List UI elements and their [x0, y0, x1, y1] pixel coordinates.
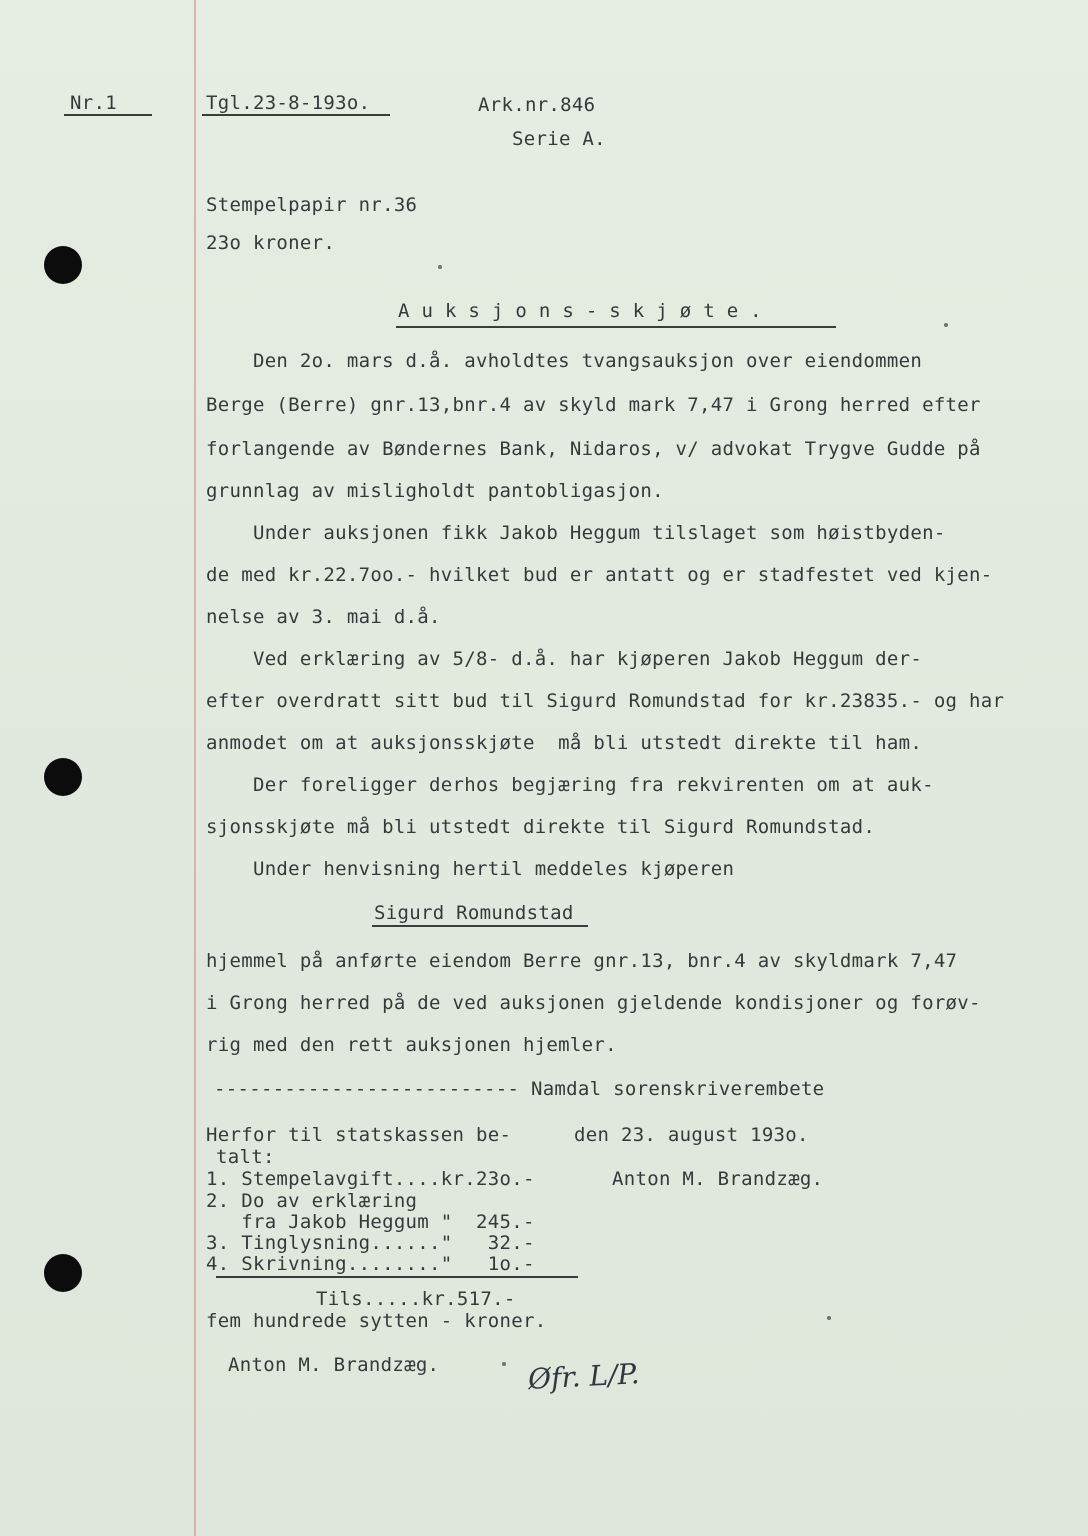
- underline: [64, 114, 152, 116]
- fee-total-words: fem hundrede sytten - kroner.: [206, 1310, 547, 1332]
- body-line: de med kr.22.7oo.- hvilket bud er antatt og er stadfestet ved kjen-: [206, 564, 993, 586]
- body-line: grunnlag av misligholdt pantobligasjon.: [206, 480, 664, 502]
- underline: [372, 925, 588, 927]
- body-line: Under henvisning hertil meddeles kjøperen: [206, 858, 735, 880]
- fee-item: 2. Do av erklæring: [206, 1190, 418, 1212]
- fee-item: 4. Skrivning........" 1o.-: [206, 1253, 535, 1275]
- body-line: anmodet om at auksjonsskjøte må bli utstedt direkte til ham.: [206, 732, 923, 754]
- body-line: Der foreligger derhos begjæring fra rekvirenten om at auk-: [206, 774, 934, 796]
- fee-total: Tils.....kr.517.-: [316, 1288, 516, 1310]
- office-line: -------------------------- Namdal sorenskriverembete: [214, 1078, 825, 1100]
- body-line: i Grong herred på de ved auksjonen gjeldende kondisjoner og forøv-: [206, 992, 981, 1014]
- registration-date: Tgl.23-8-193o.: [206, 92, 371, 114]
- body-line: hjemmel på anførte eiendom Berre gnr.13, bnr.4 av skyldmark 7,47: [206, 950, 958, 972]
- ink-dot: [502, 1362, 506, 1366]
- series: Serie A.: [512, 128, 606, 150]
- red-margin-line: [194, 0, 196, 1536]
- body-line: Under auksjonen fikk Jakob Heggum tilslaget som høistbyden-: [206, 522, 946, 544]
- buyer-name: Sigurd Romundstad: [374, 902, 574, 924]
- body-line: nelse av 3. mai d.å.: [206, 606, 441, 628]
- ink-dot: [438, 265, 442, 269]
- fees-intro: talt:: [216, 1146, 275, 1168]
- ink-dot: [944, 323, 948, 327]
- fee-item: 1. Stempelavgift....kr.23o.-: [206, 1168, 535, 1190]
- signer-name: Anton M. Brandzæg.: [228, 1354, 440, 1376]
- body-line: sjonsskjøte må bli utstedt direkte til Sigurd Romundstad.: [206, 816, 876, 838]
- body-line: forlangende av Bøndernes Bank, Nidaros, v/ advokat Trygve Gudde på: [206, 438, 981, 460]
- fees-intro: Herfor til statskassen be-: [206, 1124, 512, 1146]
- stamp-value: 23o kroner.: [206, 232, 336, 254]
- total-rule: [216, 1276, 578, 1278]
- body-line: efter overdratt sitt bud til Sigurd Romundstad for kr.23835.- og har: [206, 690, 1005, 712]
- body-line: Den 2o. mars d.å. avholdtes tvangsauksjon over eiendommen: [206, 350, 923, 372]
- archive-number: Ark.nr.846: [478, 94, 596, 116]
- underline: [202, 114, 390, 116]
- document-number: Nr.1: [70, 92, 117, 114]
- body-line: rig med den rett auksjonen hjemler.: [206, 1034, 617, 1056]
- fee-item: 3. Tinglysning......" 32.-: [206, 1232, 535, 1254]
- document-title: A u k s j o n s - s k j ø t e .: [398, 300, 762, 322]
- punch-hole-icon: [44, 246, 82, 284]
- handwritten-initials: Øfr. L/P.: [527, 1357, 641, 1396]
- body-line: Berge (Berre) gnr.13,bnr.4 av skyld mark 7,47 i Grong herred efter: [206, 394, 981, 416]
- signer-name: Anton M. Brandzæg.: [612, 1168, 824, 1190]
- stamp-paper-number: Stempelpapir nr.36: [206, 194, 418, 216]
- punch-hole-icon: [44, 1254, 82, 1292]
- title-underline: [396, 326, 836, 328]
- ink-dot: [827, 1316, 831, 1320]
- punch-hole-icon: [44, 758, 82, 796]
- body-line: Ved erklæring av 5/8- d.å. har kjøperen Jakob Heggum der-: [206, 648, 923, 670]
- issue-date: den 23. august 193o.: [574, 1124, 809, 1146]
- fee-item: fra Jakob Heggum " 245.-: [206, 1211, 535, 1233]
